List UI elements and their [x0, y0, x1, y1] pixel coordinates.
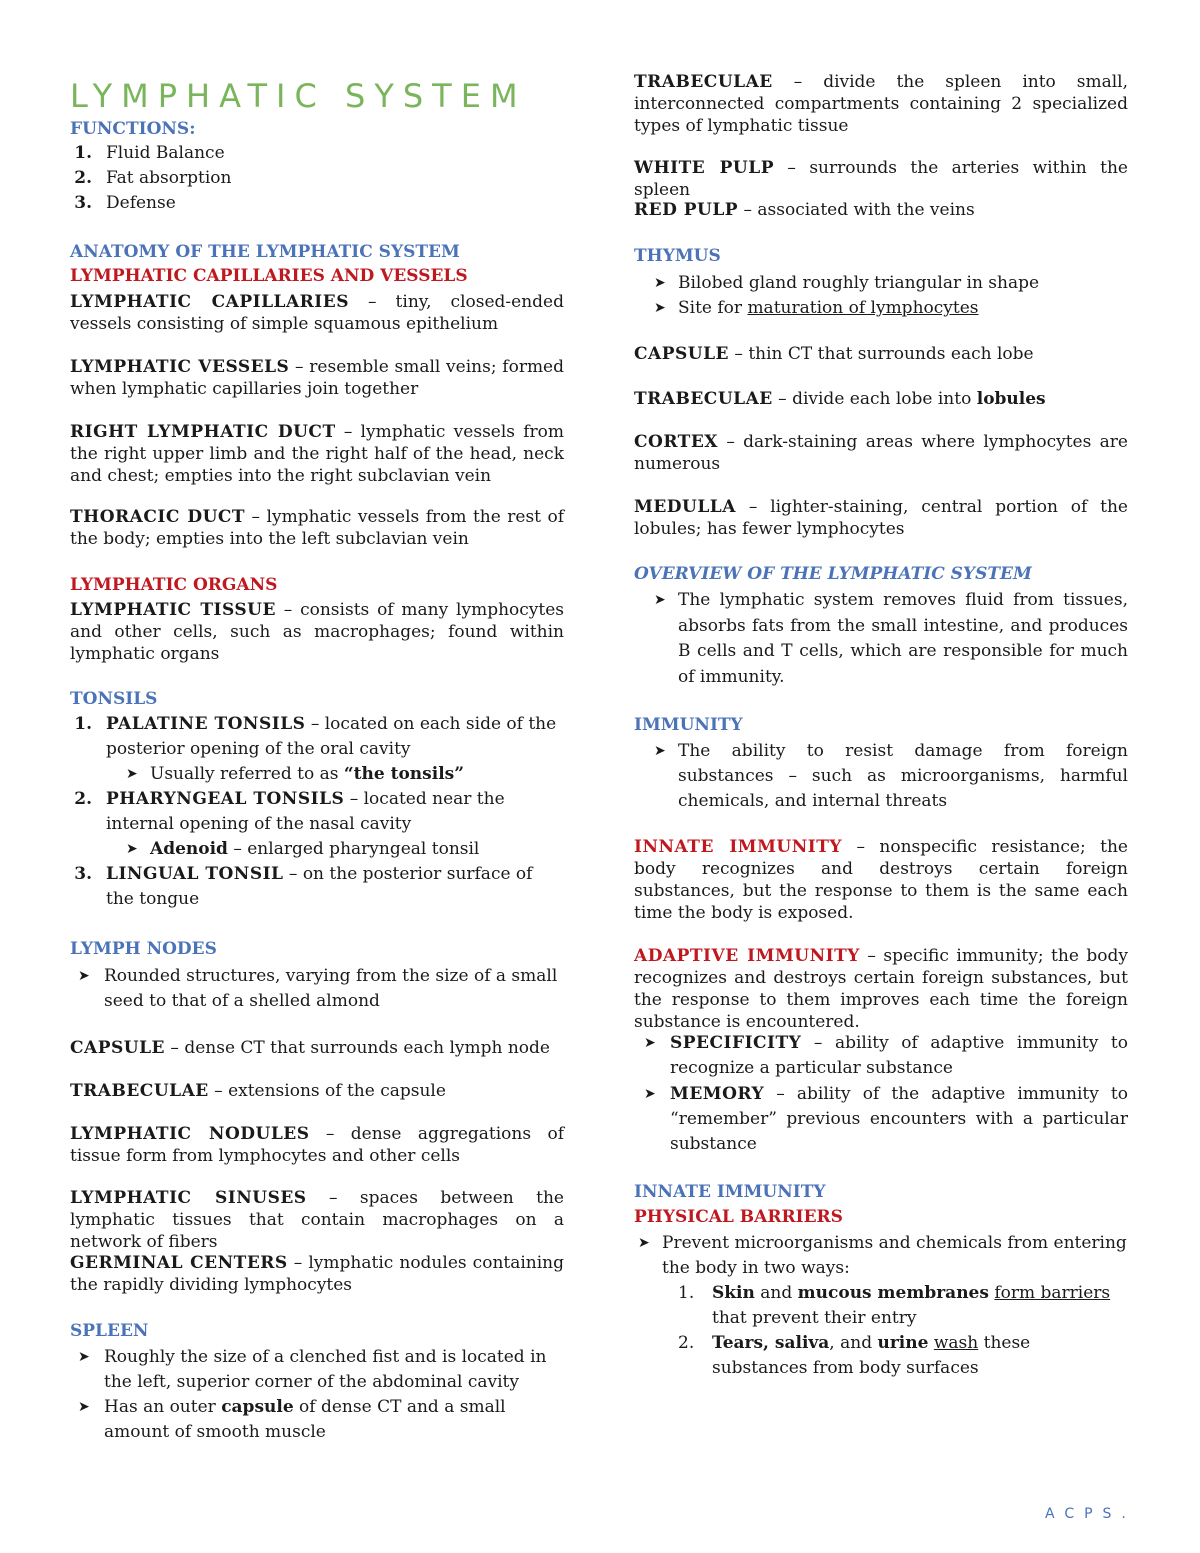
innate-immunity-def: INNATE IMMUNITY – nonspecific resistance; the body recognizes and destroys certain foreign substances, but the response to them is the same each time the body is exposed. [634, 837, 1128, 923]
arrowhead-bullet-icon: ➤ [78, 968, 90, 984]
cortex-def: CORTEX – dark-staining areas where lymphocytes are numerous [634, 432, 1128, 474]
lymphatic-tissue-def: LYMPHATIC TISSUE – consists of many lymphocytes and other cells, such as macrophages; found within lymphatic organs [70, 600, 565, 664]
list-item: ➤ Rounded structures, varying from the size of a small seed to that of a shelled almond [78, 966, 558, 1011]
germinal-centers-def: GERMINAL CENTERS – lymphatic nodules containing the rapidly dividing lymphocytes [70, 1253, 565, 1295]
adaptive-immunity-def: ADAPTIVE IMMUNITY – specific immunity; the body recognizes and destroys certain foreign substances, but the response to them improves each time the foreign substance is encountered. [634, 946, 1129, 1032]
red-pulp-def: RED PULP – associated with the veins [634, 200, 975, 220]
lymphatic-vessels-def: LYMPHATIC VESSELS – resemble small veins; formed when lymphatic capillaries join together [70, 357, 565, 399]
list-item: 2. Fat absorption [74, 168, 232, 188]
list-item: ➤ Usually referred to as “the tonsils” [70, 762, 564, 787]
overview-heading: OVERVIEW OF THE LYMPHATIC SYSTEM [634, 564, 1032, 584]
medulla-def: MEDULLA – lighter-staining, central portion of the lobules; has fewer lymphocytes [634, 497, 1128, 539]
arrowhead-bullet-icon: ➤ [126, 841, 138, 857]
adaptive-bullets [634, 1031, 1128, 1157]
list-item: 1. PALATINE TONSILS – located on each side of the posterior opening of the oral cavity [74, 714, 557, 759]
list-item: ➤ Site for maturation of lymphocytes [634, 296, 1128, 321]
list-item: 2. PHARYNGEAL TONSILS – located near the internal opening of the nasal cavity [74, 789, 505, 834]
list-item: 1. Skin and mucous membranes form barriers that prevent their entry [678, 1283, 1111, 1328]
list-item: ➤ The ability to resist damage from foreign substances – such as microorganisms, harmful chemicals, and internal threats [654, 741, 1128, 811]
immunity-bullets [634, 739, 1128, 814]
spleen-heading: SPLEEN [70, 1321, 149, 1341]
list-item: 2. Tears, saliva, and urine wash these substances from body surfaces [678, 1333, 1031, 1378]
capillaries-heading: LYMPHATIC CAPILLARIES AND VESSELS [70, 266, 468, 286]
trabeculae-def: TRABECULAE – extensions of the capsule [70, 1081, 446, 1101]
arrowhead-bullet-icon: ➤ [78, 1399, 90, 1415]
thymus-trabeculae-def: TRABECULAE – divide each lobe into lobules [634, 389, 1046, 409]
list-item: ➤ Adenoid – enlarged pharyngeal tonsil [70, 837, 564, 862]
lymphatic-nodules-def: LYMPHATIC NODULES – dense aggregations of tissue form from lymphocytes and other cells [70, 1124, 564, 1166]
arrowhead-bullet-icon: ➤ [654, 743, 666, 759]
barriers-list [634, 1231, 1128, 1381]
spleen-bullets [70, 1345, 564, 1445]
footer-initials: ACPS. [1045, 1506, 1136, 1522]
functions-list [70, 141, 564, 216]
list-item: ➤ The lymphatic system removes fluid from tissues, absorbs fats from the small intestine, and produces B cells and T cells, which are responsible for much of immunity. [654, 590, 1128, 687]
white-pulp-def: WHITE PULP – surrounds the arteries within the spleen [634, 158, 1128, 200]
list-item: 1. Fluid Balance [74, 143, 225, 163]
thymus-heading: THYMUS [634, 246, 721, 266]
lymphatic-sinuses-def: LYMPHATIC SINUSES – spaces between the lymphatic tissues that contain macrophages on a network of fibers [70, 1188, 564, 1252]
lymph-nodes-bullets [70, 964, 564, 1014]
list-item: ➤ MEMORY – ability of the adaptive immunity to “remember” previous encounters with a particular substance [644, 1084, 1128, 1154]
anatomy-heading: ANATOMY OF THE LYMPHATIC SYSTEM [70, 242, 460, 262]
functions-heading: FUNCTIONS: [70, 119, 196, 139]
organs-heading: LYMPHATIC ORGANS [70, 575, 278, 595]
arrowhead-bullet-icon: ➤ [644, 1086, 656, 1102]
list-item: 3. Defense [74, 193, 176, 213]
right-lymphatic-duct-def: RIGHT LYMPHATIC DUCT – lymphatic vessels from the right upper limb and the right half of the head, neck and chest; empties into the right subclavian vein [70, 422, 565, 486]
list-item: ➤ Prevent microorganisms and chemicals from entering the body in two ways: [638, 1233, 1127, 1278]
lymphatic-capillaries-def: LYMPHATIC CAPILLARIES – tiny, closed-ended vessels consisting of simple squamous epithelium [70, 292, 564, 334]
arrowhead-bullet-icon: ➤ [654, 592, 666, 608]
arrowhead-bullet-icon: ➤ [644, 1035, 656, 1051]
arrowhead-bullet-icon: ➤ [654, 300, 666, 316]
physical-barriers-heading: PHYSICAL BARRIERS [634, 1207, 843, 1227]
arrowhead-bullet-icon: ➤ [126, 766, 138, 782]
thymus-bullets [634, 271, 1128, 321]
page-title: LYMPHATIC SYSTEM [70, 77, 527, 115]
list-item: ➤ Has an outer capsule of dense CT and a small amount of smooth muscle [78, 1397, 506, 1442]
lymph-nodes-heading: LYMPH NODES [70, 939, 217, 959]
immunity-heading: IMMUNITY [634, 715, 743, 735]
arrowhead-bullet-icon: ➤ [638, 1235, 650, 1251]
overview-bullets [634, 588, 1128, 690]
arrowhead-bullet-icon: ➤ [78, 1349, 90, 1365]
list-item: ➤ Roughly the size of a clenched fist and is located in the left, superior corner of the abdominal cavity [78, 1347, 547, 1392]
list-item: ➤ Bilobed gland roughly triangular in shape [634, 271, 1128, 296]
tonsils-list [70, 712, 564, 912]
list-item: 3. LINGUAL TONSIL – on the posterior surface of the tongue [74, 864, 533, 909]
tonsils-heading: TONSILS [70, 689, 158, 709]
innate-immunity-heading: INNATE IMMUNITY [634, 1182, 826, 1202]
arrowhead-bullet-icon: ➤ [654, 275, 666, 291]
thoracic-duct-def: THORACIC DUCT – lymphatic vessels from the rest of the body; empties into the left subclavian vein [70, 507, 564, 549]
capsule-def: CAPSULE – dense CT that surrounds each lymph node [70, 1038, 550, 1058]
thymus-capsule-def: CAPSULE – thin CT that surrounds each lobe [634, 344, 1034, 364]
list-item: ➤ SPECIFICITY – ability of adaptive immunity to recognize a particular substance [644, 1033, 1128, 1078]
spleen-trabeculae-def: TRABECULAE – divide the spleen into small, interconnected compartments containing 2 specialized types of lymphatic tissue [634, 72, 1128, 136]
